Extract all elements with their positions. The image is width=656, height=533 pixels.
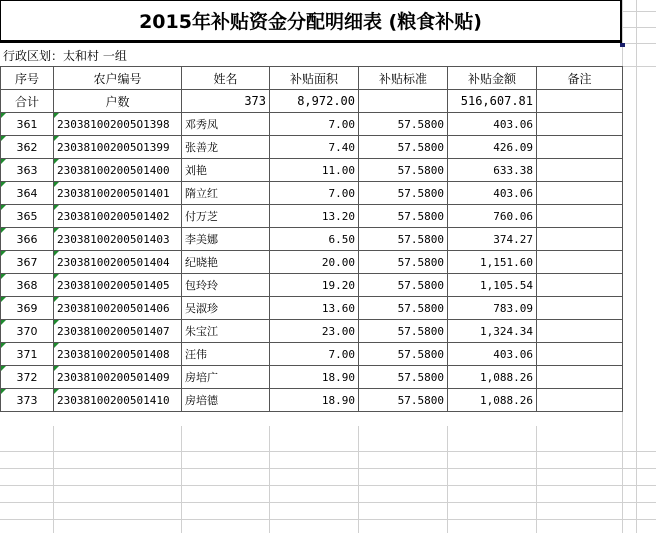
cell-household-id-value: 23038100200501408 [57,347,170,361]
cell-standard-value: 57.5800 [397,370,444,384]
table-row [1,366,623,389]
cell-seq-value: 361 [16,117,38,131]
cell-household-id-value: 23038100200501402 [57,209,170,223]
cell-name[interactable] [182,389,270,412]
header-household-id[interactable]: 农户编号 [54,67,182,90]
cell-comment-marker [54,182,59,187]
cell-area-value: 13.20 [321,209,355,223]
cell-note[interactable] [537,159,623,182]
cell-comment-marker [54,389,59,394]
cell-comment-marker [1,343,6,348]
cell-name[interactable] [182,297,270,320]
cell-amount[interactable] [448,251,537,274]
header-row [1,67,623,90]
cell-household-id-value: 23038100200501410 [57,393,170,407]
summary-note[interactable] [537,90,623,113]
cell-seq[interactable] [1,136,54,159]
cell-note[interactable] [537,366,623,389]
cell-name-value: 朱宝江 [185,325,218,338]
cell-amount-value: 403.06 [493,347,533,361]
summary-area[interactable]: 8,972.00 [270,90,359,113]
cell-note[interactable] [537,320,623,343]
cell-amount-value: 760.06 [493,209,533,223]
cell-comment-marker [54,228,59,233]
cell-area[interactable] [270,205,359,228]
cell-name[interactable] [182,320,270,343]
cell-note[interactable] [537,113,623,136]
cell-name[interactable] [182,136,270,159]
cell-note[interactable] [537,182,623,205]
cell-amount-value: 1,151.60 [480,255,533,269]
cell-household-id[interactable] [54,297,182,320]
table-row [1,228,623,251]
cell-standard[interactable] [359,182,448,205]
cell-amount[interactable] [448,343,537,366]
cell-amount[interactable] [448,366,537,389]
sheet-title[interactable]: 2015年补贴资金分配明细表 (粮食补贴) [0,0,622,43]
cell-standard-value: 57.5800 [397,117,444,131]
cell-name-value: 邓秀凤 [185,118,218,131]
cell-comment-marker [54,136,59,141]
cell-name-value: 隋立红 [185,187,218,200]
cell-comment-marker [1,297,6,302]
cell-amount[interactable] [448,182,537,205]
cell-seq-value: 364 [16,186,38,200]
cell-name-value: 付万芝 [185,210,218,223]
cell-household-id-value: 23038100200501409 [57,370,170,384]
cell-seq[interactable] [1,366,54,389]
cell-area-value: 11.00 [321,163,355,177]
cell-household-id-value: 23038100200501401 [57,186,170,200]
cell-area-value: 18.90 [321,370,355,384]
cell-name-value: 包玲玲 [185,279,218,292]
cell-name-value: 吴淑珍 [185,302,218,315]
cell-note[interactable] [537,343,623,366]
cell-area[interactable] [270,343,359,366]
cell-household-id-value: 23038100200501406 [57,301,170,315]
cell-standard-value: 57.5800 [397,347,444,361]
header-name[interactable]: 姓名 [182,67,270,90]
summary-households-label[interactable]: 户数 [54,90,182,113]
cell-comment-marker [1,182,6,187]
cell-household-id-value: 23038100200501400 [57,163,170,177]
cell-standard-value: 57.5800 [397,232,444,246]
cell-comment-marker [54,343,59,348]
cell-comment-marker [1,136,6,141]
summary-standard[interactable] [359,90,448,113]
cell-comment-marker [1,251,6,256]
cell-household-id[interactable] [54,205,182,228]
cell-note[interactable] [537,297,623,320]
cell-note[interactable] [537,228,623,251]
cell-amount[interactable] [448,320,537,343]
cell-standard-value: 57.5800 [397,186,444,200]
region-label[interactable]: 行政区划：太和村 一组 [3,49,127,63]
cell-seq-value: 363 [16,163,38,177]
cell-name[interactable] [182,159,270,182]
cell-comment-marker [54,274,59,279]
cell-note[interactable] [537,389,623,412]
header-seq[interactable]: 序号 [1,67,54,90]
cell-comment-marker [1,113,6,118]
cell-comment-marker [54,366,59,371]
cell-area-value: 7.00 [328,186,355,200]
cell-standard[interactable] [359,366,448,389]
cell-household-id[interactable] [54,251,182,274]
cell-amount-value: 783.09 [493,301,533,315]
cell-area-value: 6.50 [328,232,355,246]
header-note[interactable]: 备注 [537,67,623,90]
cell-standard-value: 57.5800 [397,324,444,338]
cell-name[interactable] [182,343,270,366]
cell-standard[interactable] [359,343,448,366]
cell-seq[interactable] [1,159,54,182]
cell-seq[interactable] [1,182,54,205]
cell-amount-value: 633.38 [493,163,533,177]
cell-household-id-value: 23038100200501404 [57,255,170,269]
cell-amount-value: 1,088.26 [480,393,533,407]
cell-standard-value: 57.5800 [397,301,444,315]
cell-standard[interactable] [359,205,448,228]
table-row [1,182,623,205]
cell-note[interactable] [537,251,623,274]
cell-area[interactable] [270,389,359,412]
summary-label[interactable]: 合计 [1,90,54,113]
table-row [1,251,623,274]
cell-amount[interactable] [448,136,537,159]
cell-comment-marker [54,113,59,118]
table-row [1,136,623,159]
cell-note[interactable] [537,136,623,159]
cell-standard[interactable] [359,113,448,136]
summary-row [1,90,623,113]
cell-name-value: 纪晓艳 [185,256,218,269]
cell-name-value: 李美娜 [185,233,218,246]
summary-amount[interactable]: 516,607.81 [448,90,537,113]
cell-comment-marker [54,297,59,302]
cell-area[interactable] [270,182,359,205]
cell-name[interactable] [182,228,270,251]
cell-seq-value: 362 [16,140,38,154]
cell-area-value: 7.40 [328,140,355,154]
cell-household-id[interactable] [54,159,182,182]
cell-area[interactable] [270,251,359,274]
cell-amount[interactable] [448,205,537,228]
cell-area-value: 18.90 [321,393,355,407]
cell-name-value: 房培广 [185,371,218,384]
cell-household-id[interactable] [54,228,182,251]
cell-name-value: 汪伟 [185,348,207,361]
cell-amount[interactable] [448,389,537,412]
cell-amount[interactable] [448,274,537,297]
cell-seq-value: 366 [16,232,38,246]
cell-household-id[interactable] [54,320,182,343]
cell-area[interactable] [270,366,359,389]
subsidy-table [0,66,623,412]
cell-amount-value: 426.09 [493,140,533,154]
cell-seq-value: 365 [16,209,38,223]
cell-name[interactable] [182,251,270,274]
cell-comment-marker [1,159,6,164]
table-row [1,389,623,412]
cell-seq-value: 372 [16,370,38,384]
cell-household-id-value: 23038100200501405 [57,278,170,292]
cell-standard[interactable] [359,251,448,274]
cell-comment-marker [1,366,6,371]
table-row [1,297,623,320]
cell-area[interactable] [270,159,359,182]
cell-name[interactable] [182,205,270,228]
cell-household-id[interactable] [54,366,182,389]
cell-area[interactable] [270,320,359,343]
cell-standard-value: 57.5800 [397,278,444,292]
cell-name-value: 房培德 [185,394,218,407]
cell-amount[interactable] [448,228,537,251]
cell-seq[interactable] [1,389,54,412]
cell-area[interactable] [270,228,359,251]
cell-area[interactable] [270,113,359,136]
table-row [1,159,623,182]
cell-seq[interactable] [1,320,54,343]
cell-standard[interactable] [359,228,448,251]
cell-seq-value: 367 [16,255,38,269]
cell-household-id[interactable] [54,113,182,136]
cell-seq-value: 370 [16,324,38,338]
table-row [1,274,623,297]
table-row [1,343,623,366]
cell-standard[interactable] [359,297,448,320]
cell-seq[interactable] [1,251,54,274]
cell-household-id[interactable] [54,136,182,159]
cell-note[interactable] [537,205,623,228]
cell-area-value: 19.20 [321,278,355,292]
cell-household-id[interactable] [54,182,182,205]
cell-comment-marker [1,274,6,279]
cell-comment-marker [1,320,6,325]
cell-amount-value: 1,088.26 [480,370,533,384]
cell-seq-value: 371 [16,347,38,361]
cell-area[interactable] [270,274,359,297]
cell-seq[interactable] [1,297,54,320]
cell-standard-value: 57.5800 [397,393,444,407]
cell-comment-marker [54,205,59,210]
cell-amount[interactable] [448,297,537,320]
cell-household-id-value: 230381002005O1399 [57,140,170,154]
cell-comment-marker [54,159,59,164]
cell-area[interactable] [270,297,359,320]
cell-seq[interactable] [1,274,54,297]
cell-seq[interactable] [1,228,54,251]
cell-area-value: 7.00 [328,347,355,361]
table-row [1,320,623,343]
cell-standard[interactable] [359,320,448,343]
cell-household-id-value: 23038100200501403 [57,232,170,246]
cell-seq[interactable] [1,343,54,366]
cell-amount-value: 403.06 [493,117,533,131]
header-standard[interactable]: 补贴标准 [359,67,448,90]
cell-comment-marker [1,228,6,233]
cell-amount-value: 1,105.54 [480,278,533,292]
cell-name[interactable] [182,182,270,205]
cell-standard[interactable] [359,159,448,182]
cell-seq[interactable] [1,113,54,136]
cell-standard-value: 57.5800 [397,209,444,223]
cell-amount-value: 403.06 [493,186,533,200]
cell-name-value: 张善龙 [185,141,218,154]
cell-comment-marker [1,389,6,394]
cell-amount-value: 374.27 [493,232,533,246]
cell-area[interactable] [270,136,359,159]
cell-household-id[interactable] [54,389,182,412]
table-row [1,205,623,228]
cell-household-id[interactable] [54,274,182,297]
cell-household-id-value: 230381002005O1398 [57,117,170,131]
cell-amount-value: 1,324.34 [480,324,533,338]
cell-seq-value: 373 [16,393,38,407]
cell-area-value: 13.60 [321,301,355,315]
cell-selection-handle[interactable] [620,43,625,47]
header-area[interactable]: 补贴面积 [270,67,359,90]
cell-comment-marker [54,320,59,325]
cell-standard-value: 57.5800 [397,140,444,154]
cell-area-value: 7.00 [328,117,355,131]
cell-amount[interactable] [448,159,537,182]
cell-standard[interactable] [359,274,448,297]
cell-area-value: 20.00 [321,255,355,269]
table-row [1,113,623,136]
cell-name[interactable] [182,274,270,297]
cell-standard[interactable] [359,136,448,159]
cell-household-id[interactable] [54,343,182,366]
cell-seq-value: 368 [16,278,38,292]
cell-name[interactable] [182,366,270,389]
cell-household-id-value: 23038100200501407 [57,324,170,338]
cell-comment-marker [54,251,59,256]
cell-seq-value: 369 [16,301,38,315]
header-amount[interactable]: 补贴金额 [448,67,537,90]
cell-name[interactable] [182,113,270,136]
cell-amount[interactable] [448,113,537,136]
cell-seq[interactable] [1,205,54,228]
cell-name-value: 刘艳 [185,164,207,177]
summary-households[interactable]: 373 [182,90,270,113]
cell-standard-value: 57.5800 [397,255,444,269]
cell-standard[interactable] [359,389,448,412]
cell-area-value: 23.00 [321,324,355,338]
cell-note[interactable] [537,274,623,297]
cell-comment-marker [1,205,6,210]
cell-standard-value: 57.5800 [397,163,444,177]
